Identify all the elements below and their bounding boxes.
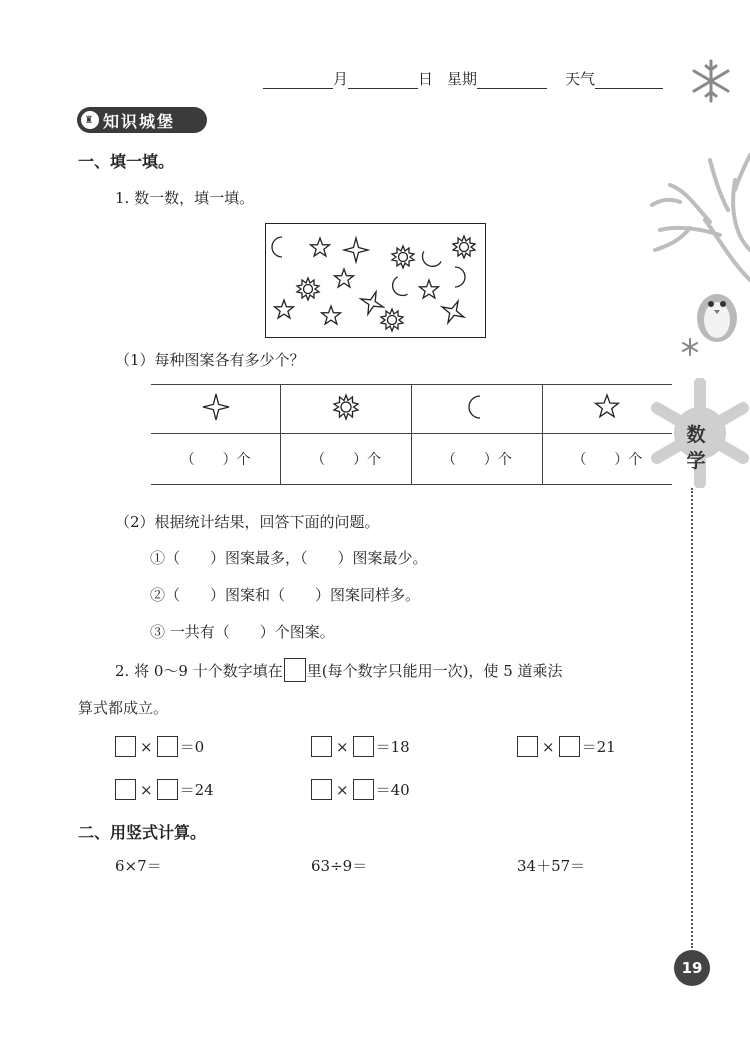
weather-blank[interactable] xyxy=(595,72,663,89)
table-header-cell xyxy=(151,385,281,434)
four-point-star-icon xyxy=(201,392,231,422)
times-sign: × xyxy=(140,780,153,799)
calc-problem[interactable]: 34＋57＝ xyxy=(517,857,586,875)
q1-sub1: （1）每种图案各有多少个？ xyxy=(115,351,305,369)
tree-illustration xyxy=(650,150,750,285)
moon-icon xyxy=(462,392,492,422)
q2-prompt-line2: 算式都成立。 xyxy=(78,699,169,717)
answer-box[interactable] xyxy=(311,779,332,800)
equation-row xyxy=(115,736,204,757)
answer-line-2[interactable]: ②（ ）图案和（ ）图案同样多。 xyxy=(150,586,421,604)
answer-box[interactable] xyxy=(157,779,178,800)
weather-label: 天气 xyxy=(565,70,596,88)
page-number: 19 xyxy=(674,950,710,986)
equation-row xyxy=(311,779,410,800)
q1-prompt: 1. 数一数，填一填。 xyxy=(115,189,255,207)
part1-title: 一、填一填。 xyxy=(78,152,175,171)
equation-result: ＝18 xyxy=(375,738,410,756)
side-tab xyxy=(676,422,716,474)
weekday-blank[interactable] xyxy=(477,72,547,89)
times-sign: × xyxy=(140,737,153,756)
snowflake-icon xyxy=(688,58,734,104)
q2-prompt-before: 2. 将 0～9 十个数字填在 xyxy=(115,661,283,680)
answer-box[interactable] xyxy=(311,736,332,757)
q2-prompt-after: 里(每个数字只能用一次)，使 5 道乘法 xyxy=(306,661,563,680)
table-answer-row xyxy=(151,434,672,485)
q1-sub2: （2）根据统计结果，回答下面的问题。 xyxy=(115,513,380,531)
answer-box[interactable] xyxy=(115,736,136,757)
side-tab-line2: 学 xyxy=(686,450,706,472)
times-sign: × xyxy=(336,780,349,799)
answer-line-3[interactable]: ③ 一共有（ ）个图案。 xyxy=(150,623,335,641)
penguin-illustration xyxy=(692,282,742,344)
side-tab-line1: 数 xyxy=(686,424,706,446)
star-icon xyxy=(592,392,622,422)
table-header-row xyxy=(151,385,672,434)
day-label: 日 xyxy=(418,70,434,88)
equation-row xyxy=(311,736,410,757)
count-answer-cell[interactable]: （ ）个 xyxy=(151,434,281,485)
day-blank[interactable] xyxy=(348,72,418,89)
count-table xyxy=(151,384,672,485)
castle-icon: ♜ xyxy=(81,111,99,129)
equation-result: ＝0 xyxy=(179,738,205,756)
answer-box[interactable] xyxy=(157,736,178,757)
section-badge xyxy=(77,107,207,133)
answer-line-1[interactable]: ①（ ）图案最多，（ ）图案最少。 xyxy=(150,549,428,567)
count-answer-cell[interactable]: （ ）个 xyxy=(542,434,672,485)
sample-box xyxy=(284,658,306,682)
answer-box[interactable] xyxy=(115,779,136,800)
equation-result: ＝24 xyxy=(179,781,214,799)
month-label: 月 xyxy=(333,70,349,88)
q2-prompt xyxy=(115,658,563,682)
equation-result: ＝40 xyxy=(375,781,410,799)
month-blank[interactable] xyxy=(263,72,333,89)
header-date-line xyxy=(263,68,663,89)
calc-problem[interactable]: 6×7＝ xyxy=(115,857,162,875)
calc-problem[interactable]: 63÷9＝ xyxy=(311,857,368,875)
count-answer-cell[interactable]: （ ）个 xyxy=(281,434,412,485)
section-badge-label: 知识城堡 xyxy=(103,111,176,131)
answer-box[interactable] xyxy=(517,736,538,757)
answer-box[interactable] xyxy=(353,779,374,800)
small-snowflake-icon xyxy=(681,338,699,356)
part2-title: 二、用竖式计算。 xyxy=(78,823,207,842)
symbol-picture-box xyxy=(265,223,486,338)
answer-box[interactable] xyxy=(353,736,374,757)
table-header-cell xyxy=(281,385,412,434)
sun-icon xyxy=(331,392,361,422)
equation-result: ＝21 xyxy=(581,738,616,756)
equation-row xyxy=(517,736,616,757)
margin-dotted-line xyxy=(691,488,693,948)
table-header-cell xyxy=(411,385,542,434)
times-sign: × xyxy=(542,737,555,756)
count-answer-cell[interactable]: （ ）个 xyxy=(411,434,542,485)
answer-box[interactable] xyxy=(559,736,580,757)
equation-row xyxy=(115,779,214,800)
times-sign: × xyxy=(336,737,349,756)
weekday-label: 星期 xyxy=(447,70,478,88)
table-header-cell xyxy=(542,385,672,434)
